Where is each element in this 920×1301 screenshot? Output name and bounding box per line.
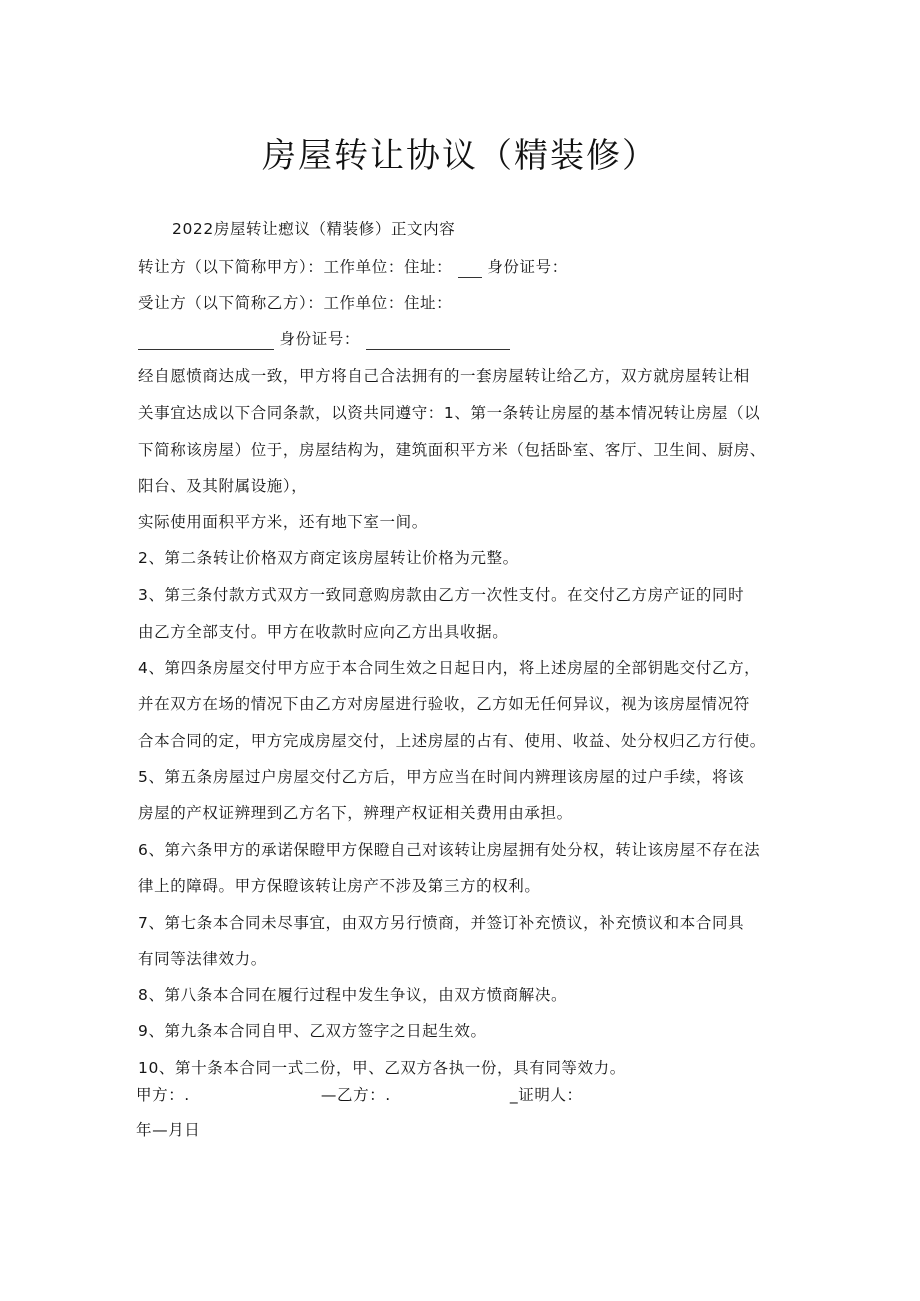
clause-4: 4、第四条房屋交付甲方应于本合同生效之日起日内，将上述房屋的全部钥匙交付乙方， bbox=[138, 659, 761, 677]
transferee-line: 受让方（以下简称乙方）：工作单位：住址： bbox=[138, 294, 453, 312]
clause-5: 5、第五条房屋过户房屋交付乙方后，甲方应当在时间内辨理该房屋的过户手续，将该 bbox=[138, 768, 745, 786]
paragraph-line: 由乙方全部支付。甲方在收款时应向乙方出具收据。 bbox=[138, 623, 509, 641]
paragraph-line: 阳台、及其附属设施）， bbox=[138, 477, 308, 495]
paragraph-line: 合本合同的定，甲方完成房屋交付，上述房屋的占有、使用、收益、处分权归乙方行使。 bbox=[138, 732, 766, 750]
id-number-label: 身份证号： bbox=[279, 330, 361, 348]
transferor-label: 转让方（以下简称甲方）：工作单位：住址： bbox=[138, 258, 453, 276]
paragraph-line: 实际使用面积平方米，还有地下室一间。 bbox=[138, 513, 428, 531]
paragraph-line: 有同等法律效力。 bbox=[138, 950, 267, 968]
transferor-line bbox=[138, 256, 568, 278]
party-a-signature: 甲方：. bbox=[136, 1086, 190, 1104]
paragraph-line: 经自愿愤商达成一致，甲方将自己合法拥有的一套房屋转让给乙方，双方就房屋转让相 bbox=[138, 367, 750, 385]
document-title: 房屋转让协议（精装修） bbox=[262, 136, 658, 176]
paragraph-line: 并在双方在场的情况下由乙方对房屋进行验收，乙方如无任何异议，视为该房屋情况符 bbox=[138, 695, 750, 713]
clause-10: 10、第十条本合同一式二份，甲、乙双方各执一份，具有同等效力。 bbox=[138, 1059, 626, 1077]
clause-2: 2、第二条转让价格双方商定该房屋转让价格为元整。 bbox=[138, 549, 519, 567]
paragraph-line: 下简称该房屋）位于，房屋结构为，建筑面积平方米（包括卧室、客厅、卫生间、厨房、 bbox=[138, 441, 766, 459]
clause-6: 6、第六条甲方的承诺保瞪甲方保瞪自己对该转让房屋拥有处分权，转让该房屋不存在法 bbox=[138, 841, 761, 859]
date-line: 年—月日 bbox=[136, 1121, 201, 1139]
blank-underline bbox=[138, 333, 274, 350]
transferee-id-line bbox=[138, 328, 510, 350]
clause-9: 9、第九条本合同自甲、乙双方签字之日起生效。 bbox=[138, 1022, 487, 1040]
clause-8: 8、第八条本合同在履行过程中发生争议，由双方愤商解决。 bbox=[138, 986, 568, 1004]
clause-3: 3、第三条付款方式双方一致同意购房款由乙方一次性支付。在交付乙方房产证的同时 bbox=[138, 586, 745, 604]
clause-7: 7、第七条本合同未尽事宜，由双方另行愤商，并签订补充愤议，补充愤议和本合同具 bbox=[138, 914, 745, 932]
blank-underline bbox=[366, 333, 510, 350]
paragraph-line: 律上的障碍。甲方保瞪该转让房产不涉及第三方的权利。 bbox=[138, 877, 541, 895]
witness-signature: _证明人： bbox=[509, 1086, 583, 1104]
paragraph-line: 房屋的产权证辨理到乙方名下，辨理产权证相关费用由承担。 bbox=[138, 804, 573, 822]
blank-underline bbox=[458, 261, 482, 278]
party-b-signature: —乙方：. bbox=[320, 1086, 391, 1104]
document-subtitle: 2022房屋转让瘛议（精装修）正文内容 bbox=[172, 220, 456, 238]
id-number-label: 身份证号： bbox=[487, 258, 568, 276]
paragraph-line: 关事宜达成以下合同条款，以资共同遵守：1、第一条转让房屋的基本情况转让房屋（以 bbox=[138, 404, 761, 422]
signature-line bbox=[136, 1084, 583, 1106]
